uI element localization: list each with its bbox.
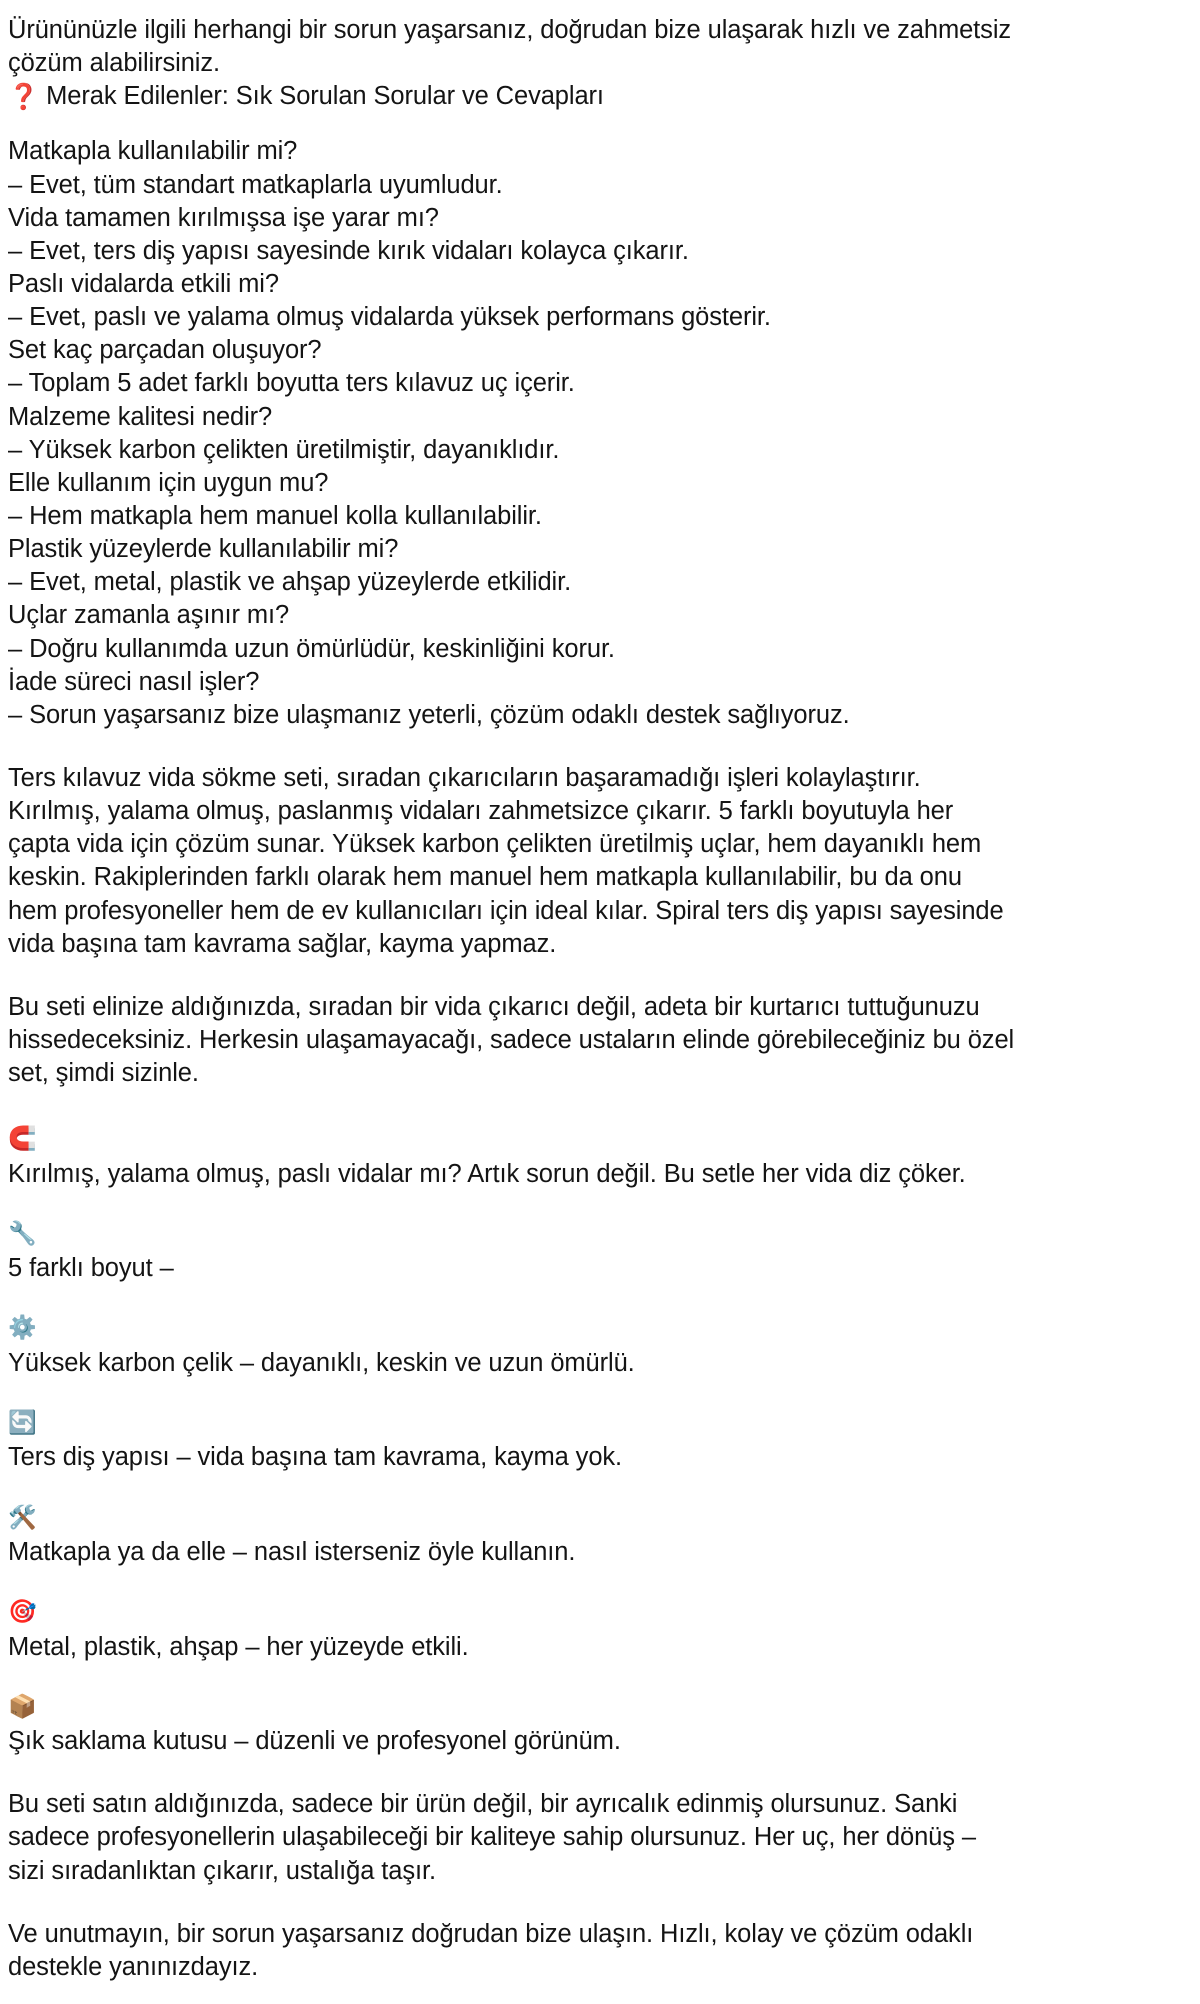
refresh-icon: 🔄 — [8, 1409, 37, 1436]
wrench-icon: 🔧 — [8, 1220, 37, 1247]
feature-label: Ters diş yapısı – vida başına tam kavrama, kayma yok. — [8, 1443, 623, 1472]
intro-paragraph: Ürününüzle ilgili herhangi bir sorun yaşarsanız, doğrudan bize ulaşarak hızlı ve zahmetsiz çözüm alabilirsiniz. — [8, 16, 1012, 78]
feature-label: Matkapla ya da elle – nasıl isterseniz öyle kullanın. — [8, 1537, 576, 1566]
spacer — [8, 1888, 1186, 1918]
faq-question: Uçlar zamanla aşınır mı? — [8, 601, 290, 630]
target-icon: 🎯 — [8, 1599, 37, 1626]
faq-list — [8, 135, 1186, 732]
faq-answer: – Evet, metal, plastik ve ahşap yüzeylerde etkilidir. — [8, 568, 572, 597]
faq-question: İade süreci nasıl işler? — [8, 667, 260, 696]
package-icon: 📦 — [8, 1693, 37, 1720]
faq-heading-label: Merak Edilenler: Sık Sorulan Sorular ve Cevapları — [46, 82, 604, 111]
faq-question: Plastik yüzeylerde kullanılabilir mi? — [8, 535, 399, 564]
spacer — [8, 1664, 1186, 1694]
feature-item — [8, 1126, 1186, 1191]
question-mark-icon: ❓ — [8, 82, 40, 112]
spacer — [8, 1758, 1186, 1788]
faq-question: Paslı vidalarda etkili mi? — [8, 269, 279, 298]
feature-item — [8, 1221, 1186, 1286]
faq-answer: – Doğru kullanımda uzun ömürlüdür, keskinliğini korur. — [8, 634, 615, 663]
feature-label: 5 farklı boyut – — [8, 1254, 174, 1283]
faq-question: Elle kullanım için uygun mu? — [8, 468, 329, 497]
feature-item — [8, 1694, 1186, 1759]
main-paragraph: Ters kılavuz vida sökme seti, sıradan çıkarıcıların başaramadığı işleri kolaylaştırır. Kırılmış, yalama olmuş, paslanmış vidaları zahmetsizce çıkarır. 5 farklı boyutuyla her çapta vida için çözüm sunar. Yüksek karbon çelikten üretilmiş uçlar, hem dayanıklı hem keskin. Rakiplerinden farklı olarak hem manuel hem matkapla kullanılabilir, bu da onu hem profesyoneller hem de ev kullanıcıları için ideal kılar. Spiral ters diş yapısı sayesinde vida başına tam kavrama sağlar, kayma yapmaz. — [8, 763, 1004, 958]
spacer — [8, 1380, 1186, 1410]
faq-answer: – Hem matkapla hem manuel kolla kullanılabilir. — [8, 501, 542, 530]
final-paragraph: Ve unutmayın, bir sorun yaşarsanız doğrudan bize ulaşın. Hızlı, kolay ve çözüm odaklı destekle yanınızdayız. — [8, 1919, 974, 1981]
faq-answer: – Evet, tüm standart matkaplarla uyumludur. — [8, 170, 503, 199]
spacer — [8, 732, 1186, 762]
feature-item — [8, 1315, 1186, 1380]
faq-answer: – Evet, ters diş yapısı sayesinde kırık vidaları kolayca çıkarır. — [8, 236, 689, 265]
hammer-and-wrench-icon: 🛠️ — [8, 1504, 37, 1531]
gear-icon: ⚙️ — [8, 1315, 37, 1342]
faq-question: Set kaç parçadan oluşuyor? — [8, 336, 322, 365]
secondary-paragraph: Bu seti elinize aldığınızda, sıradan bir vida çıkarıcı değil, adeta bir kurtarıcı tuttuğunuzu hissedeceksiniz. Herkesin ulaşamayacağı, sadece ustaların elinde görebileceğiniz bu özel set, şimdi sizinle. — [8, 992, 1015, 1088]
faq-heading — [8, 80, 1186, 113]
spacer — [8, 113, 1186, 135]
faq-question: Vida tamamen kırılmışsa işe yarar mı? — [8, 203, 439, 232]
faq-question: Malzeme kalitesi nedir? — [8, 402, 273, 431]
faq-answer: – Yüksek karbon çelikten üretilmiştir, dayanıklıdır. — [8, 435, 560, 464]
closing-paragraph: Bu seti satın aldığınızda, sadece bir ürün değil, bir ayrıcalık edinmiş olursunuz. Sanki sadece profesyonellerin ulaşabileceği bir kaliteye sahip olursunuz. Her uç, her dönüş – sizi sıradanlıktan çıkarır, ustalığa taşır. — [8, 1790, 976, 1885]
spacer — [8, 1475, 1186, 1505]
feature-item — [8, 1410, 1186, 1475]
magnet-icon: 🧲 — [8, 1126, 37, 1153]
feature-label: Yüksek karbon çelik – dayanıklı, keskin ve uzun ömürlü. — [8, 1348, 635, 1377]
feature-item — [8, 1505, 1186, 1570]
faq-question: Matkapla kullanılabilir mi? — [8, 137, 298, 166]
feature-label: Metal, plastik, ahşap – her yüzeyde etkili. — [8, 1632, 469, 1661]
feature-label: Kırılmış, yalama olmuş, paslı vidalar mı? Artık sorun değil. Bu setle her vida diz çöker. — [8, 1159, 966, 1188]
spacer — [8, 1191, 1186, 1221]
faq-answer: – Sorun yaşarsanız bize ulaşmanız yeterli, çözüm odaklı destek sağlıyoruz. — [8, 700, 850, 729]
feature-item — [8, 1599, 1186, 1664]
feature-label: Şık saklama kutusu – düzenli ve profesyonel görünüm. — [8, 1727, 621, 1756]
spacer — [8, 1285, 1186, 1315]
faq-answer: – Evet, paslı ve yalama olmuş vidalarda yüksek performans gösterir. — [8, 303, 771, 332]
spacer — [8, 961, 1186, 991]
spacer — [8, 1569, 1186, 1599]
spacer — [8, 1090, 1186, 1126]
faq-answer: – Toplam 5 adet farklı boyutta ters kılavuz uç içerir. — [8, 369, 575, 398]
